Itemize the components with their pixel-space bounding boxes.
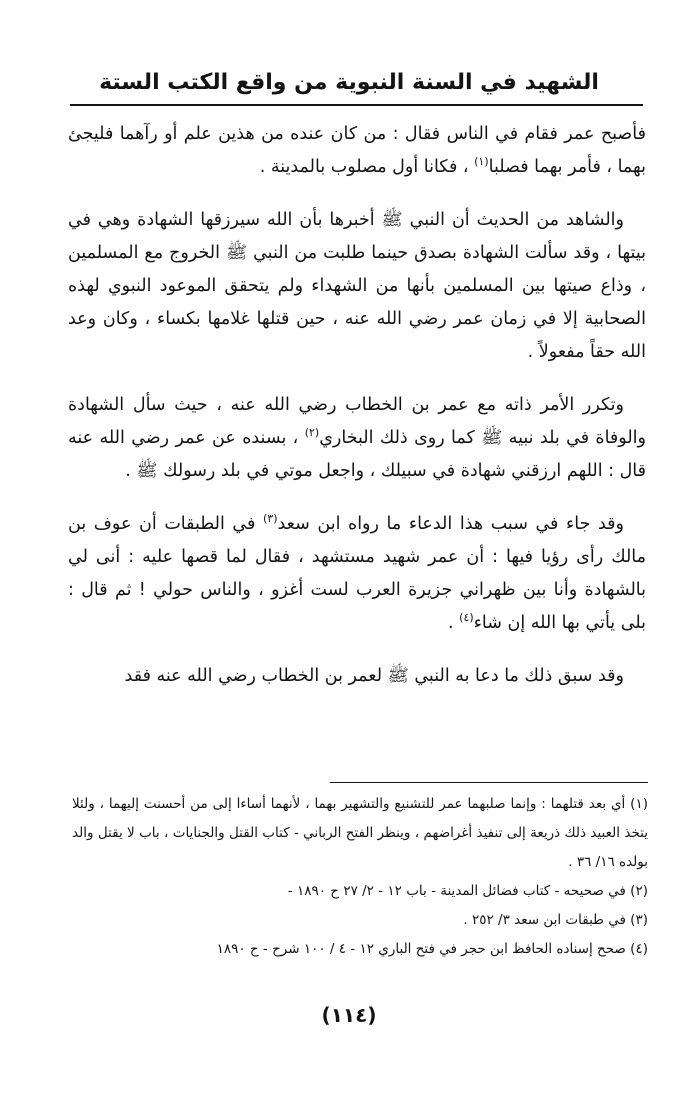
footnote-ref: (٤) xyxy=(459,611,474,625)
paragraph-text: فأصبح عمر فقام في الناس فقال : من كان عنده من هذين علم أو رآهما فليجئ بهما ، فأمر بهما فصلبا xyxy=(68,124,646,177)
header-divider xyxy=(70,104,643,106)
paragraph-text: في الطبقات أن عوف بن مالك رأى رؤيا فيها : أن عمر شهيد مستشهد ، فقال لما قصها عليه : أنى لي بالشهادة وأنا بين ظهراني جزيرة العرب لست أغزو ، والناس حولي ! ثم قال : بلى يأتي بها الله إن شاء xyxy=(68,514,646,633)
paragraph-text: ، بسنده عن عمر رضي الله عنه قال : اللهم ارزقني شهادة في سبيلك ، واجعل موتي في بلد رسولك ﷺ . xyxy=(68,428,646,481)
running-header-title: الشهيد في السنة النبوية من واقع الكتب الستة xyxy=(99,70,599,95)
main-text xyxy=(68,118,646,693)
paragraph-text: وقد سبق ذلك ما دعا به النبي ﷺ لعمر بن الخطاب رضي الله عنه فقد xyxy=(124,666,624,686)
paragraph-1 xyxy=(68,118,646,184)
footnote-ref: (٣) xyxy=(262,512,278,526)
footnote-4: (٤) صحح إسناده الحافظ ابن حجر في فتح الباري ١٢ - ٤ / ١٠٠ شرح - ح ١٨٩٠ xyxy=(216,941,648,957)
footnote-ref: (٢) xyxy=(304,426,320,440)
footnote-3: (٣) في طبقات ابن سعد ٣/ ٢٥٢ . xyxy=(463,912,648,928)
paragraph-4 xyxy=(68,508,646,640)
paragraph-text: وقد جاء في سبب هذا الدعاء ما رواه ابن سعد xyxy=(277,514,624,534)
page-number: (١١٤) xyxy=(321,1003,377,1027)
paragraph-3 xyxy=(68,389,646,488)
footnote-1: (١) أي بعد قتلهما : وإنما صلبهما عمر للتشنيع والتشهير بهما ، لأنهما أساءا إلى من أحسنت إليهما ، ولئلا يتخذ العبيد ذلك ذريعة إلى تنفيذ أغراضهم ، وينظر الفتح الرباني - كتاب القتل والجنايات ، باب لا يقتل والد بولده ١٦/ ٣٦ . xyxy=(72,796,648,870)
footnote-divider xyxy=(330,782,648,783)
footnote-ref: (١) xyxy=(474,155,489,169)
footnotes xyxy=(72,790,648,964)
paragraph-text: ، فكانا أول مصلوب بالمدينة . xyxy=(259,157,475,177)
footnote-2: (٢) في صحيحه - كتاب فضائل المدينة - باب ١٢ - ٢/ ٢٧ ح ١٨٩٠ - xyxy=(287,883,648,899)
paragraph-5 xyxy=(68,660,646,693)
paragraph-2 xyxy=(68,204,646,369)
paragraph-text: . xyxy=(448,613,460,633)
paragraph-text: وتكرر الأمر ذاته مع عمر بن الخطاب رضي الله عنه ، حيث سأل الشهادة والوفاة في بلد نبيه ﷺ كما روى ذلك البخاري xyxy=(68,395,646,448)
paragraph-text: والشاهد من الحديث أن النبي ﷺ أخبرها بأن الله سيرزقها الشهادة وهي في بيتها ، وقد سألت الشهادة بصدق حينما طلبت من النبي ﷺ الخروج مع المسلمين ، وذاع صيتها بين المسلمين بأنها من الشهداء ولم يتحقق الموعود النبوي لهذه الصحابية إلا في زمان عمر رضي الله عنه ، حين قتلها غلامها بكساء ، وكان وعد الله حقاً مفعولاً . xyxy=(68,210,646,362)
